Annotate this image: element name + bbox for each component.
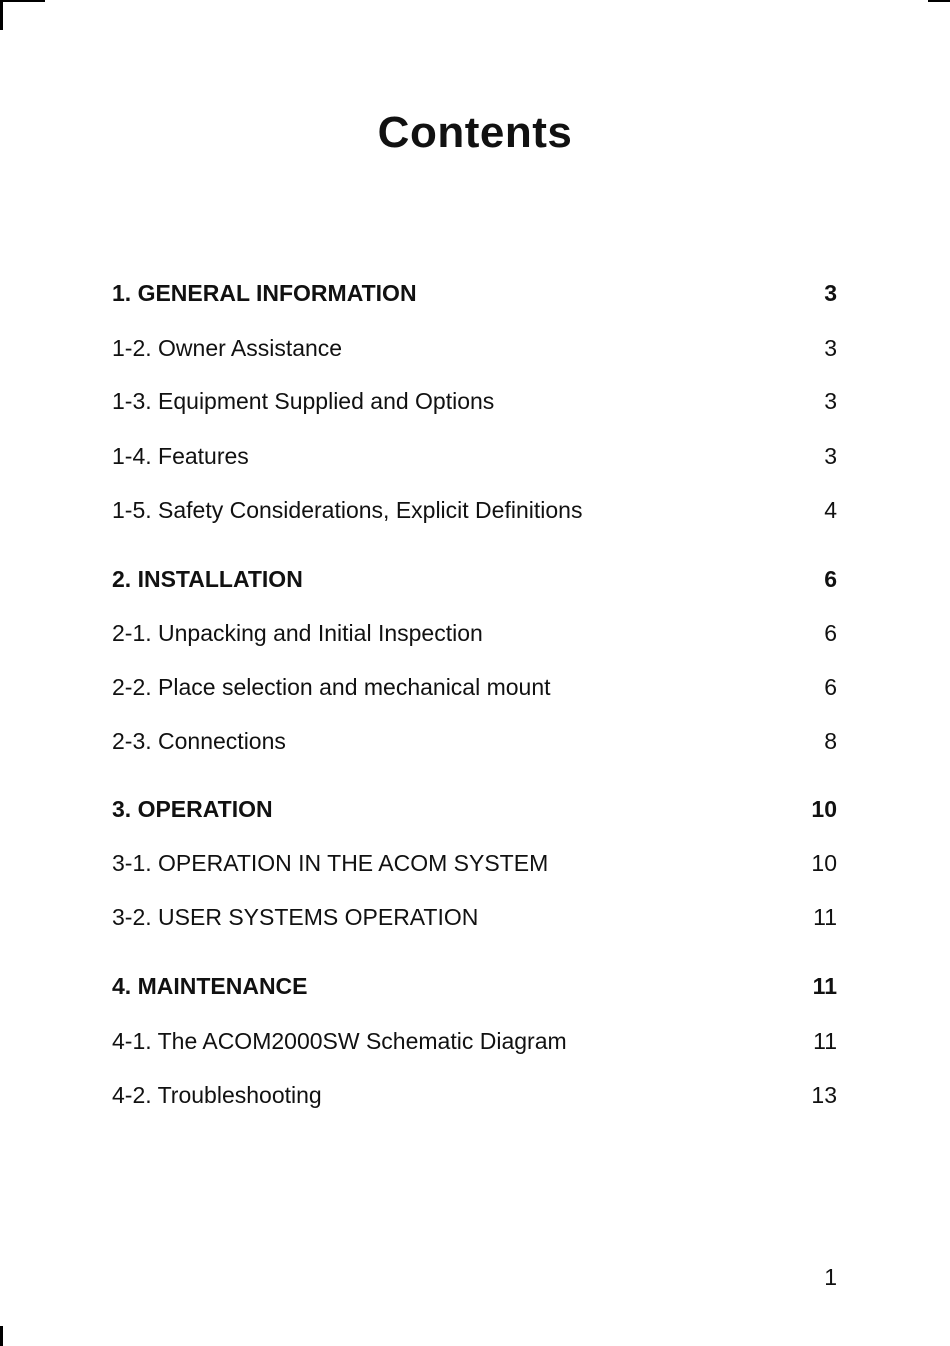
crop-mark-bottom-left-vertical: [0, 1326, 3, 1346]
toc-entry-label: 1. GENERAL INFORMATION: [112, 280, 417, 306]
footer-page-number: 1: [824, 1264, 837, 1290]
toc-entry[interactable]: [112, 794, 837, 824]
toc-entry[interactable]: [112, 495, 837, 525]
page-title: Contents: [377, 108, 573, 157]
toc-entry-page: 10: [811, 850, 837, 876]
toc-entry-page: 6: [824, 620, 837, 646]
toc-entry-page: 11: [812, 973, 837, 999]
toc-entry-page: 6: [824, 674, 837, 700]
toc-entry[interactable]: [112, 971, 837, 1001]
toc-entry-label: 1-4. Features: [112, 443, 249, 469]
toc-entry-page: 11: [813, 904, 837, 930]
toc-entry-page: 3: [824, 335, 837, 361]
toc-entry[interactable]: [112, 848, 837, 878]
toc-entry-page: 3: [824, 388, 837, 414]
toc-entry[interactable]: [112, 672, 837, 702]
toc-entry-page: 8: [824, 728, 837, 754]
toc-entry[interactable]: [112, 1080, 837, 1110]
crop-mark-top-left-horizontal: [0, 0, 45, 2]
toc-entry-page: 3: [824, 443, 837, 469]
toc-entry-page: 11: [813, 1028, 837, 1054]
toc-entry[interactable]: [112, 564, 837, 594]
toc-entry-label: 3. OPERATION: [112, 796, 273, 822]
toc-entry-label: 3-2. USER SYSTEMS OPERATION: [112, 904, 479, 930]
toc-entry-label: 2-1. Unpacking and Initial Inspection: [112, 620, 483, 646]
toc-entry-page: 10: [811, 796, 837, 822]
toc-entry-label: 4. MAINTENANCE: [112, 973, 308, 999]
toc-entry[interactable]: [112, 902, 837, 932]
toc-entry[interactable]: [112, 333, 837, 363]
crop-mark-top-left-vertical: [0, 0, 3, 30]
toc-entry-page: 6: [824, 566, 837, 592]
toc-entry-page: 4: [824, 497, 837, 523]
toc-entry-page: 3: [824, 280, 837, 306]
toc-entry-label: 4-2. Troubleshooting: [112, 1082, 322, 1108]
toc-entry-label: 4-1. The ACOM2000SW Schematic Diagram: [112, 1028, 567, 1054]
toc-entry-label: 1-5. Safety Considerations, Explicit Definitions: [112, 497, 583, 523]
toc-entry[interactable]: [112, 441, 837, 471]
crop-mark-top-right-horizontal: [928, 0, 950, 2]
toc-entry[interactable]: [112, 1026, 837, 1056]
toc-entry-label: 2-2. Place selection and mechanical mount: [112, 674, 551, 700]
toc-entry[interactable]: [112, 618, 837, 648]
toc-entry[interactable]: [112, 726, 837, 756]
toc-entry-label: 2-3. Connections: [112, 728, 286, 754]
toc-entry-label: 2. INSTALLATION: [112, 566, 303, 592]
toc-entry-page: 13: [811, 1082, 837, 1108]
toc-entry-label: 3-1. OPERATION IN THE ACOM SYSTEM: [112, 850, 549, 876]
toc-entry-label: 1-3. Equipment Supplied and Options: [112, 388, 495, 414]
toc-entry-label: 1-2. Owner Assistance: [112, 335, 343, 361]
toc-entry[interactable]: [112, 386, 837, 416]
toc-entry[interactable]: [112, 278, 837, 308]
